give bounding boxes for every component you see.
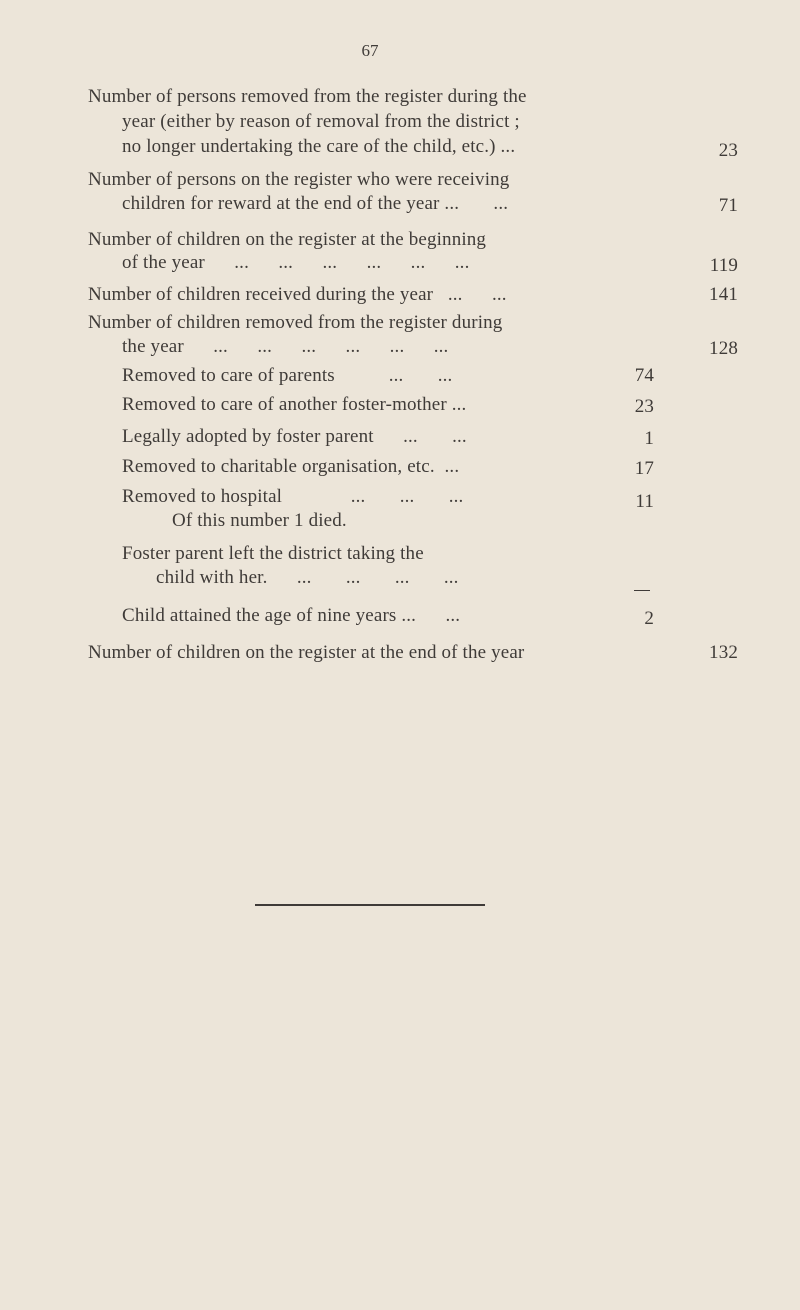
- entry-line: Number of children on the register at the end of the year: [88, 642, 525, 663]
- entry-line: of the year ... ... ... ... ... ...: [122, 252, 470, 273]
- entry-line: year (either by reason of removal from the district ;: [122, 111, 520, 132]
- entry-value: 11: [635, 491, 654, 512]
- entry-value: 71: [718, 195, 738, 216]
- entry-line: children for reward at the end of the year ... ...: [122, 193, 509, 214]
- entry-line: Foster parent left the district taking the: [122, 543, 424, 564]
- entry-line: child with her. ... ... ... ...: [156, 567, 459, 588]
- entry-value: 17: [634, 458, 654, 479]
- entry-value: 128: [709, 338, 738, 359]
- entry-line: Removed to care of parents ... ...: [122, 365, 453, 386]
- entry-line: Child attained the age of nine years ... ...: [122, 605, 461, 626]
- entry-value: 141: [709, 284, 738, 305]
- entry-line: no longer undertaking the care of the child, etc.) ...: [122, 136, 516, 157]
- entry-line: Removed to hospital ... ... ...: [122, 486, 464, 507]
- section-divider: [255, 904, 485, 906]
- entry-line: Of this number 1 died.: [172, 510, 347, 531]
- entry-value: 23: [718, 140, 738, 161]
- entry-line: the year ... ... ... ... ... ...: [122, 336, 449, 357]
- entry-value: 23: [634, 396, 654, 417]
- entry-value: 1: [644, 428, 654, 449]
- entry-value: 2: [644, 608, 654, 629]
- entry-line: Number of children on the register at the beginning: [88, 229, 487, 250]
- entry-line: Number of children received during the year ... ...: [88, 284, 507, 305]
- entry-line: Removed to care of another foster-mother ...: [122, 394, 467, 415]
- entry-line: Removed to charitable organisation, etc. ...: [122, 456, 460, 477]
- entry-value: 119: [709, 255, 738, 276]
- entry-line: Legally adopted by foster parent ... ...: [122, 426, 467, 447]
- entry-line: Number of persons removed from the register during the: [88, 86, 527, 107]
- entry-value: 132: [709, 642, 738, 663]
- entry-value: 74: [634, 365, 654, 386]
- nil-dash: [634, 590, 650, 591]
- entry-line: Number of persons on the register who were receiving: [88, 169, 510, 190]
- page-number: 67: [361, 41, 379, 60]
- entry-line: Number of children removed from the register during: [88, 312, 503, 333]
